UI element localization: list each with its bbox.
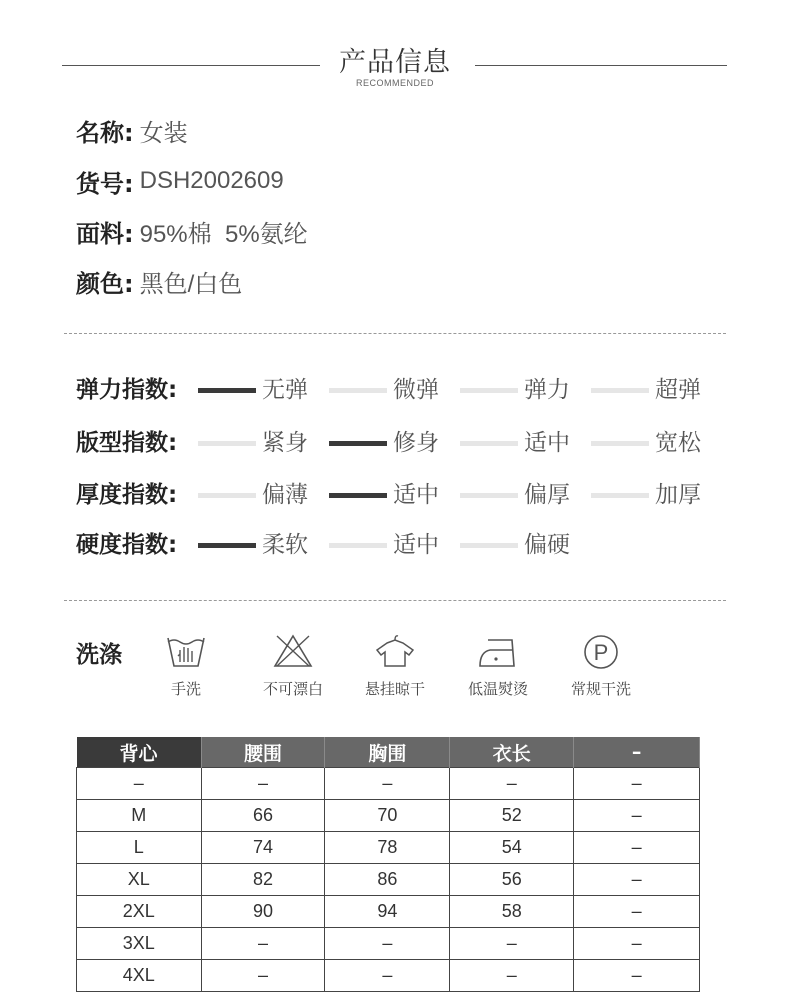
index-option-label: 适中 — [393, 482, 439, 508]
size-table — [76, 737, 700, 992]
table-cell: – — [450, 928, 574, 960]
wash-item-label: 手洗 — [170, 680, 201, 698]
table-cell: M — [77, 800, 202, 832]
table-cell: 4XL — [77, 960, 202, 992]
table-header-cell: 背心 — [77, 737, 202, 768]
wash-item-hand-wash — [136, 632, 236, 699]
wash-item-label: 常规干洗 — [570, 680, 631, 698]
table-cell: – — [574, 800, 700, 832]
table-row — [77, 960, 700, 992]
table-cell: – — [574, 864, 700, 896]
index-bar — [198, 441, 256, 446]
table-cell: 82 — [201, 864, 325, 896]
table-cell: – — [574, 768, 700, 800]
index-label: 版型指数: — [76, 430, 178, 456]
table-row — [77, 800, 700, 832]
table-cell: – — [574, 896, 700, 928]
index-option-label: 超弹 — [655, 377, 701, 403]
index-option-label: 微弹 — [393, 377, 439, 403]
index-row — [76, 372, 736, 408]
table-cell: – — [574, 832, 700, 864]
table-cell: 54 — [450, 832, 574, 864]
index-bar — [460, 543, 518, 548]
table-header-cell: 腰围 — [201, 737, 325, 768]
index-option-label: 偏厚 — [524, 482, 570, 508]
index-option-label: 偏硬 — [524, 532, 570, 558]
index-option-label: 紧身 — [262, 430, 308, 456]
index-bar — [329, 543, 387, 548]
info-label: 颜色: — [76, 269, 134, 298]
page-subtitle: RECOMMENDED — [355, 78, 434, 88]
index-option-label: 修身 — [393, 430, 439, 456]
hang-dry-icon — [373, 632, 417, 670]
table-cell: – — [450, 960, 574, 992]
index-bar — [329, 388, 387, 393]
index-bar — [591, 441, 649, 446]
svg-text:P: P — [593, 640, 609, 665]
index-bar — [198, 493, 256, 498]
index-bar — [460, 493, 518, 498]
info-value: 女装 — [139, 119, 188, 147]
table-cell: – — [201, 928, 325, 960]
wash-item-low-iron — [448, 632, 548, 699]
index-bar-selected — [329, 441, 387, 446]
info-value: 95%棉 5%氨纶 — [139, 220, 308, 248]
table-header-row — [77, 737, 700, 768]
table-row — [77, 928, 700, 960]
table-cell: 66 — [201, 800, 325, 832]
index-label: 厚度指数: — [76, 482, 178, 508]
table-cell: – — [325, 960, 450, 992]
table-cell: – — [325, 928, 450, 960]
table-header-cell: 胸围 — [325, 737, 450, 768]
table-cell: L — [77, 832, 202, 864]
index-option-label: 偏薄 — [262, 482, 308, 508]
info-value: DSH2002609 — [139, 167, 284, 194]
index-option-label: 柔软 — [262, 532, 308, 558]
table-header-cell: – — [574, 737, 700, 768]
table-cell: 78 — [325, 832, 450, 864]
index-bar-selected — [329, 493, 387, 498]
info-color — [76, 263, 242, 299]
wash-item-label: 悬挂晾干 — [364, 680, 425, 698]
index-bar — [460, 388, 518, 393]
dry-clean-icon — [579, 632, 623, 670]
table-cell: 56 — [450, 864, 574, 896]
table-cell: 74 — [201, 832, 325, 864]
index-bar — [460, 441, 518, 446]
table-cell: – — [574, 960, 700, 992]
table-row — [77, 896, 700, 928]
index-bar — [591, 493, 649, 498]
table-cell: – — [201, 768, 325, 800]
index-option-label: 无弹 — [262, 377, 308, 403]
table-cell: – — [574, 928, 700, 960]
low-iron-icon — [476, 632, 520, 670]
info-value: 黑色/白色 — [139, 270, 243, 298]
index-option-label: 弹力 — [524, 377, 570, 403]
index-row — [76, 425, 736, 461]
table-row — [77, 864, 700, 896]
table-cell: – — [325, 768, 450, 800]
info-item-number — [76, 163, 284, 199]
table-cell: 52 — [450, 800, 574, 832]
info-label: 面料: — [76, 219, 134, 248]
info-fabric — [76, 213, 308, 249]
index-label: 弹力指数: — [76, 377, 178, 403]
wash-item-label: 低温熨烫 — [467, 680, 528, 698]
index-option-label: 适中 — [524, 430, 570, 456]
wash-item-label: 不可漂白 — [262, 680, 323, 698]
table-cell: 90 — [201, 896, 325, 928]
index-bar-selected — [198, 543, 256, 548]
page-title: 产品信息 — [339, 47, 451, 78]
index-option-label: 宽松 — [655, 430, 701, 456]
table-cell: – — [201, 960, 325, 992]
table-header-cell: 衣长 — [450, 737, 574, 768]
divider — [64, 333, 726, 334]
table-row — [77, 832, 700, 864]
table-cell: 2XL — [77, 896, 202, 928]
wash-label: 洗涤 — [76, 642, 122, 668]
table-cell: – — [77, 768, 202, 800]
table-cell: – — [450, 768, 574, 800]
info-name — [76, 112, 188, 148]
info-label: 货号: — [76, 169, 134, 198]
index-label: 硬度指数: — [76, 532, 178, 558]
wash-item-hang-dry — [345, 632, 445, 699]
index-option-label: 加厚 — [655, 482, 701, 508]
index-bar-selected — [198, 388, 256, 393]
index-bar — [591, 388, 649, 393]
table-cell: 58 — [450, 896, 574, 928]
table-cell: 86 — [325, 864, 450, 896]
table-cell: XL — [77, 864, 202, 896]
table-cell: 94 — [325, 896, 450, 928]
wash-item-no-bleach — [243, 632, 343, 699]
index-row — [76, 477, 736, 513]
hand-wash-icon — [164, 632, 208, 670]
index-row — [76, 527, 736, 563]
no-bleach-icon — [271, 632, 315, 670]
table-cell: 70 — [325, 800, 450, 832]
wash-item-dry-clean — [551, 632, 651, 699]
info-label: 名称: — [76, 118, 134, 147]
divider — [64, 600, 726, 601]
index-option-label: 适中 — [393, 532, 439, 558]
table-cell: 3XL — [77, 928, 202, 960]
table-row — [77, 768, 700, 800]
